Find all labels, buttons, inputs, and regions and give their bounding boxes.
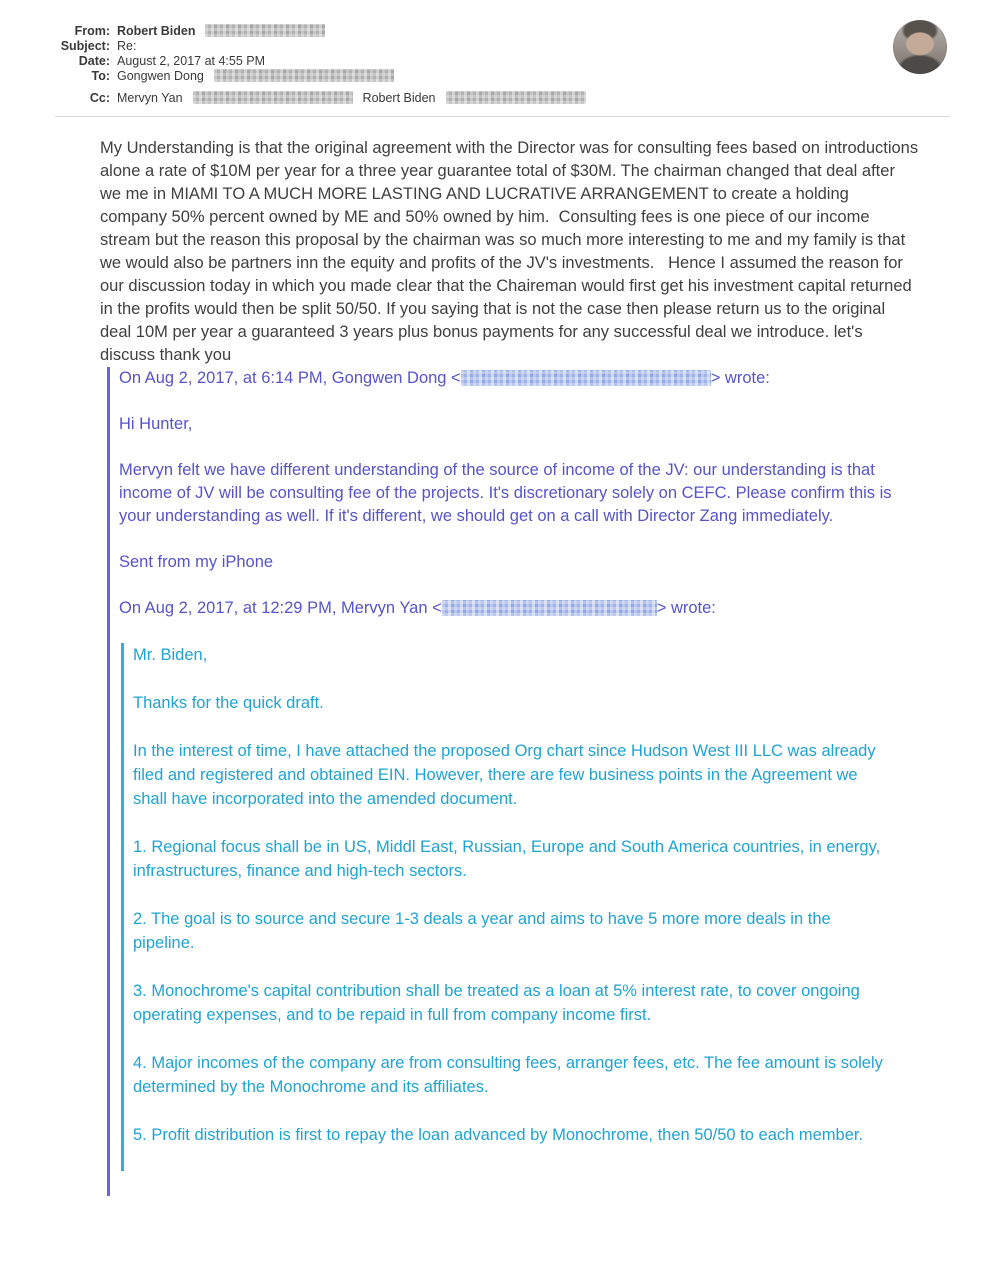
cc-name-2: Robert Biden <box>362 91 436 105</box>
quote1-attribution-2 <box>119 597 926 620</box>
subject-value: Re: <box>117 39 137 53</box>
quote2-paragraph: 4. Major incomes of the company are from consulting fees, arranger fees, etc. The fee amount is solely determined by the Monochrome and its affiliates. <box>133 1054 888 1096</box>
cc-name-1: Mervyn Yan <box>117 91 183 105</box>
quote2-paragraph: 5. Profit distribution is first to repay the loan advanced by Monochrome, then 50/50 to each member. <box>133 1126 864 1144</box>
quote-level-1 <box>107 367 926 1196</box>
cc-label: Cc: <box>89 91 110 105</box>
redacted-cc-email-2 <box>446 91 586 104</box>
header-row-subject <box>0 39 1006 54</box>
header-row-cc <box>0 91 1006 106</box>
quote1-attr1-suffix: > wrote: <box>710 369 770 387</box>
quote2-paragraph: 2. The goal is to source and secure 1-3 deals a year and aims to have 5 more more deals in the pipeline. <box>133 910 836 952</box>
message-body <box>0 117 1006 1196</box>
quote1-paragraph: Mervyn felt we have different understanding of the source of income of the JV: our understanding is that income of JV will be consulting fee of the projects. It's discretionary solely on CEFC. Please confirm this is your understanding as well. If it's different, we should get on a call with Director Zang immediately. <box>119 461 897 525</box>
quote1-attribution-1 <box>119 367 926 390</box>
quote1-attr2-suffix: > wrote: <box>656 599 716 617</box>
date-label: Date: <box>78 54 110 68</box>
quote1-greeting: Hi Hunter, <box>119 415 193 433</box>
email-header <box>0 0 1006 116</box>
redacted-email-inline-1 <box>461 370 711 386</box>
quote-level-2 <box>121 643 886 1171</box>
subject-label: Subject: <box>60 39 110 53</box>
redacted-cc-email-1 <box>193 91 353 104</box>
quote2-paragraph: Mr. Biden, <box>133 646 208 664</box>
quote1-signature: Sent from my iPhone <box>119 553 274 571</box>
redacted-email-inline-2 <box>442 600 657 616</box>
quote2-paragraph: 1. Regional focus shall be in US, Middl East, Russian, Europe and South America countries, in energy, infrastructures, finance and high-tech sectors. <box>133 838 885 880</box>
from-name: Robert Biden <box>117 24 196 38</box>
body-paragraph: My Understanding is that the original agreement with the Director was for consulting fees based on introductions alone a rate of $10M per year for a three year guarantee total of $30M. The chairman changed that deal after we me in MIAMI TO A MUCH MORE LASTING AND LUCRATIVE ARRANGEMENT to create a holding company 50% percent owned by ME and 50% owned by him. Consulting fees is one piece of our income stream but the reason this proposal by the chairman was so much more interesting to me and my family is that we would also be partners inn the equity and profits of the JV's investments. Hence I assumed the reason for our discussion today in which you made clear that the Chaireman would first get his investment capital returned in the profits would then be split 50/50. If you saying that is not the case then please return us to the original deal 10M per year a guaranteed 3 years plus bonus payments for any successful deal we introduce. let's discuss thank you <box>100 139 923 364</box>
quote2-paragraph: In the interest of time, I have attached the proposed Org chart since Hudson West III LLC was already filed and registered and obtained EIN. However, there are few business points in the Agreement we shall have incorporated into the amended document. <box>133 742 881 808</box>
header-row-to <box>0 69 1006 84</box>
to-name: Gongwen Dong <box>117 69 204 83</box>
redacted-from-email <box>205 24 325 37</box>
quote1-attr2-prefix: On Aug 2, 2017, at 12:29 PM, Mervyn Yan < <box>119 599 442 617</box>
header-row-date <box>0 54 1006 69</box>
redacted-to-email <box>214 69 394 82</box>
header-row-from <box>0 24 1006 39</box>
sender-avatar[interactable] <box>893 20 947 74</box>
quote1-attr1-prefix: On Aug 2, 2017, at 6:14 PM, Gongwen Dong < <box>119 369 461 387</box>
quote2-paragraph: 3. Monochrome's capital contribution shall be treated as a loan at 5% interest rate, to cover ongoing operating expenses, and to be repaid in full from company income first. <box>133 982 865 1024</box>
date-value: August 2, 2017 at 4:55 PM <box>117 54 266 68</box>
quote2-paragraph: Thanks for the quick draft. <box>133 694 324 712</box>
to-label: To: <box>91 69 110 83</box>
from-label: From: <box>74 24 110 38</box>
